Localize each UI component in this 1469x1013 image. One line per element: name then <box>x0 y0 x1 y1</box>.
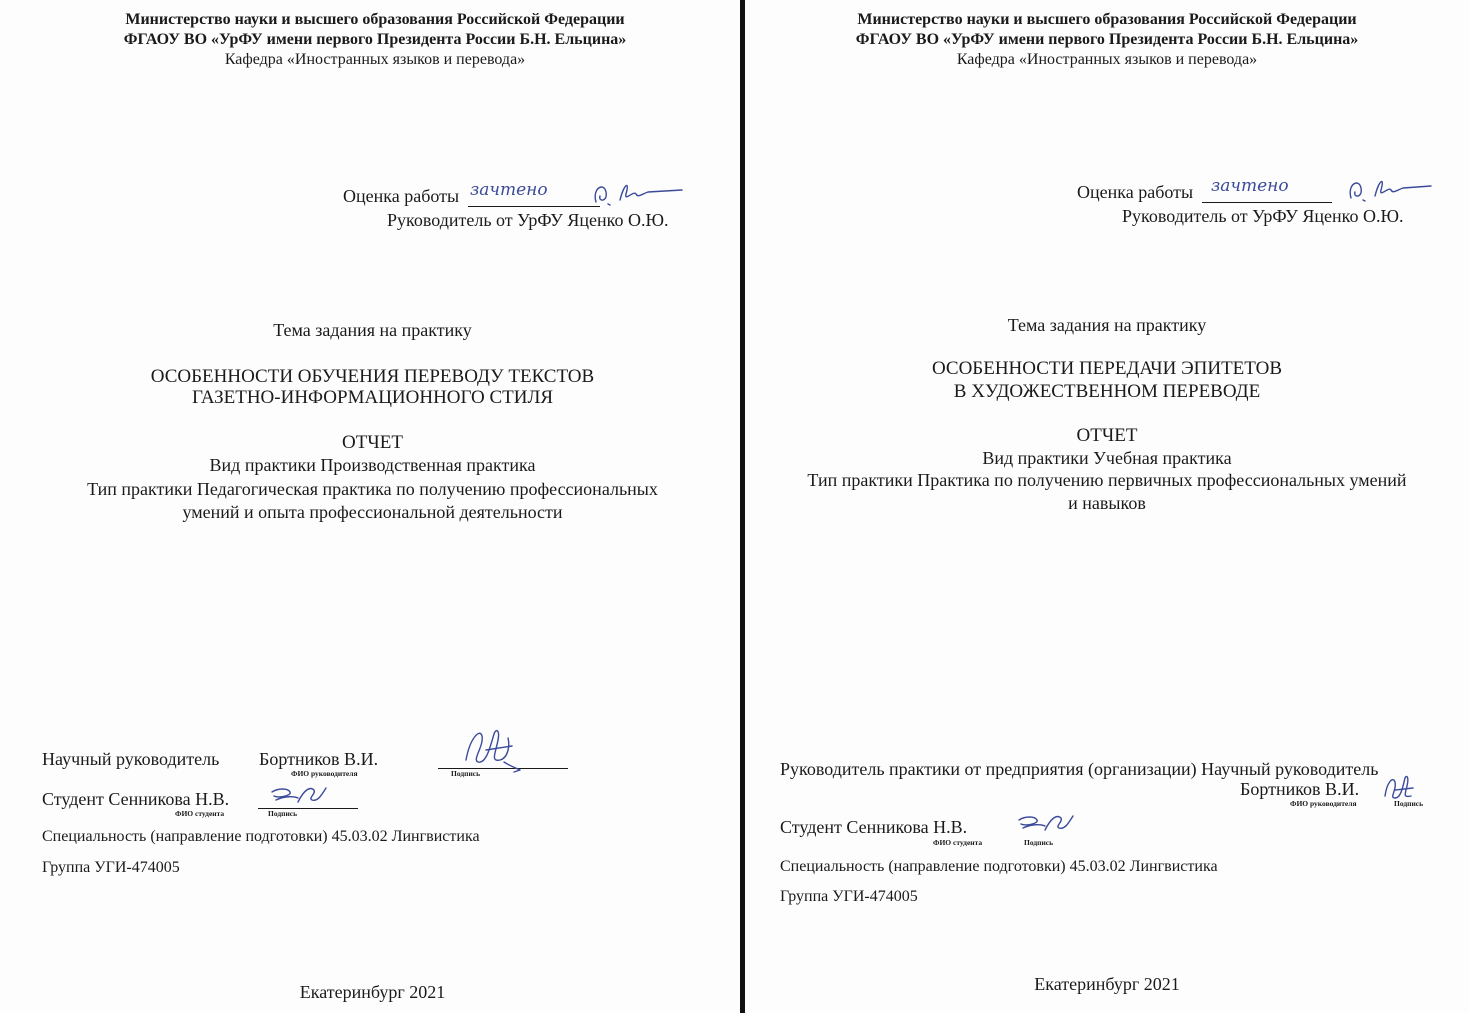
student-sign-caption: Подпись <box>268 809 298 818</box>
topic-title-line-1: ОСОБЕННОСТИ ПЕРЕДАЧИ ЭПИТЕТОВ <box>931 358 1283 379</box>
grade-underline <box>468 206 600 207</box>
advisor-signature <box>1381 772 1421 802</box>
advisor-signature <box>460 724 530 776</box>
topic-title-line-2: ГАЗЕТНО-ИНФОРМАЦИОННОГО СТИЛЯ <box>191 387 554 408</box>
topic-title-line-1: ОСОБЕННОСТИ ОБУЧЕНИЯ ПЕРЕВОДУ ТЕКСТОВ <box>150 366 595 387</box>
advisor-name-caption: ФИО руководителя <box>291 769 358 778</box>
grade-signature <box>590 178 685 208</box>
group: Группа УГИ-474005 <box>780 888 918 905</box>
student-label: Студент Сенникова Н.В. <box>42 789 230 809</box>
department-header: Кафедра «Иностранных языков и перевода» <box>224 51 526 68</box>
advisor-sign-caption: Подпись <box>451 769 481 778</box>
supervisor-line: Руководитель от УрФУ Яценко О.Ю. <box>1122 206 1404 226</box>
org-supervisor-line: Руководитель практики от предприятия (организации) Научный руководитель <box>780 759 1379 779</box>
scientific-advisor-name: Бортников В.И. <box>259 749 379 769</box>
grade-value: зачтено <box>470 180 548 200</box>
ministry-header: Министерство науки и высшего образования Российской Федерации <box>125 11 625 28</box>
scientific-advisor-name: Бортников В.И. <box>1240 779 1360 799</box>
report-title: ОТЧЕТ <box>1076 425 1138 446</box>
university-header: ФГАОУ ВО «УрФУ имени первого Президента России Б.Н. Ельцина» <box>855 31 1359 48</box>
student-name-caption: ФИО студента <box>175 809 225 818</box>
city-year: Екатеринбург 2021 <box>1034 974 1180 994</box>
practice-type-line-2: и навыков <box>1068 493 1146 513</box>
right-page <box>745 0 1469 1013</box>
practice-kind: Вид практики Производственная практика <box>209 455 536 475</box>
group: Группа УГИ-474005 <box>42 859 180 876</box>
city-year: Екатеринбург 2021 <box>299 982 446 1002</box>
student-label: Студент Сенникова Н.В. <box>780 817 968 837</box>
report-title: ОТЧЕТ <box>342 432 403 453</box>
practice-type-line-2: умений и опыта профессиональной деятельности <box>182 502 563 522</box>
specialty: Специальность (направление подготовки) 45.03.02 Лингвистика <box>42 828 480 845</box>
university-header: ФГАОУ ВО «УрФУ имени первого Президента России Б.Н. Ельцина» <box>123 31 627 48</box>
specialty: Специальность (направление подготовки) 45.03.02 Лингвистика <box>780 858 1218 875</box>
practice-type-line-1: Тип практики Педагогическая практика по получению профессиональных <box>87 479 658 499</box>
grade-label: Оценка работы <box>343 186 460 206</box>
grade-signature <box>1345 174 1435 204</box>
practice-type-line-1: Тип практики Практика по получению первичных профессиональных умений <box>807 470 1407 490</box>
advisor-sign-caption: Подпись <box>1394 799 1424 808</box>
grade-label: Оценка работы <box>1077 182 1194 202</box>
topic-label: Тема задания на практику <box>273 320 472 340</box>
student-name-caption: ФИО студента <box>933 838 983 847</box>
supervisor-line: Руководитель от УрФУ Яценко О.Ю. <box>387 210 669 230</box>
advisor-name-caption: ФИО руководителя <box>1290 799 1357 808</box>
student-signature <box>268 782 332 808</box>
department-header: Кафедра «Иностранных языков и перевода» <box>956 51 1258 68</box>
topic-label: Тема задания на практику <box>1007 315 1207 335</box>
student-sign-caption: Подпись <box>1024 838 1054 847</box>
grade-underline <box>1202 202 1332 203</box>
grade-value: зачтено <box>1211 176 1289 196</box>
practice-kind: Вид практики Учебная практика <box>982 448 1232 468</box>
ministry-header: Министерство науки и высшего образования Российской Федерации <box>857 11 1357 28</box>
scientific-advisor-label: Научный руководитель <box>42 749 220 769</box>
topic-title-line-2: В ХУДОЖЕСТВЕННОМ ПЕРЕВОДЕ <box>953 381 1261 402</box>
student-signature <box>1015 810 1077 836</box>
